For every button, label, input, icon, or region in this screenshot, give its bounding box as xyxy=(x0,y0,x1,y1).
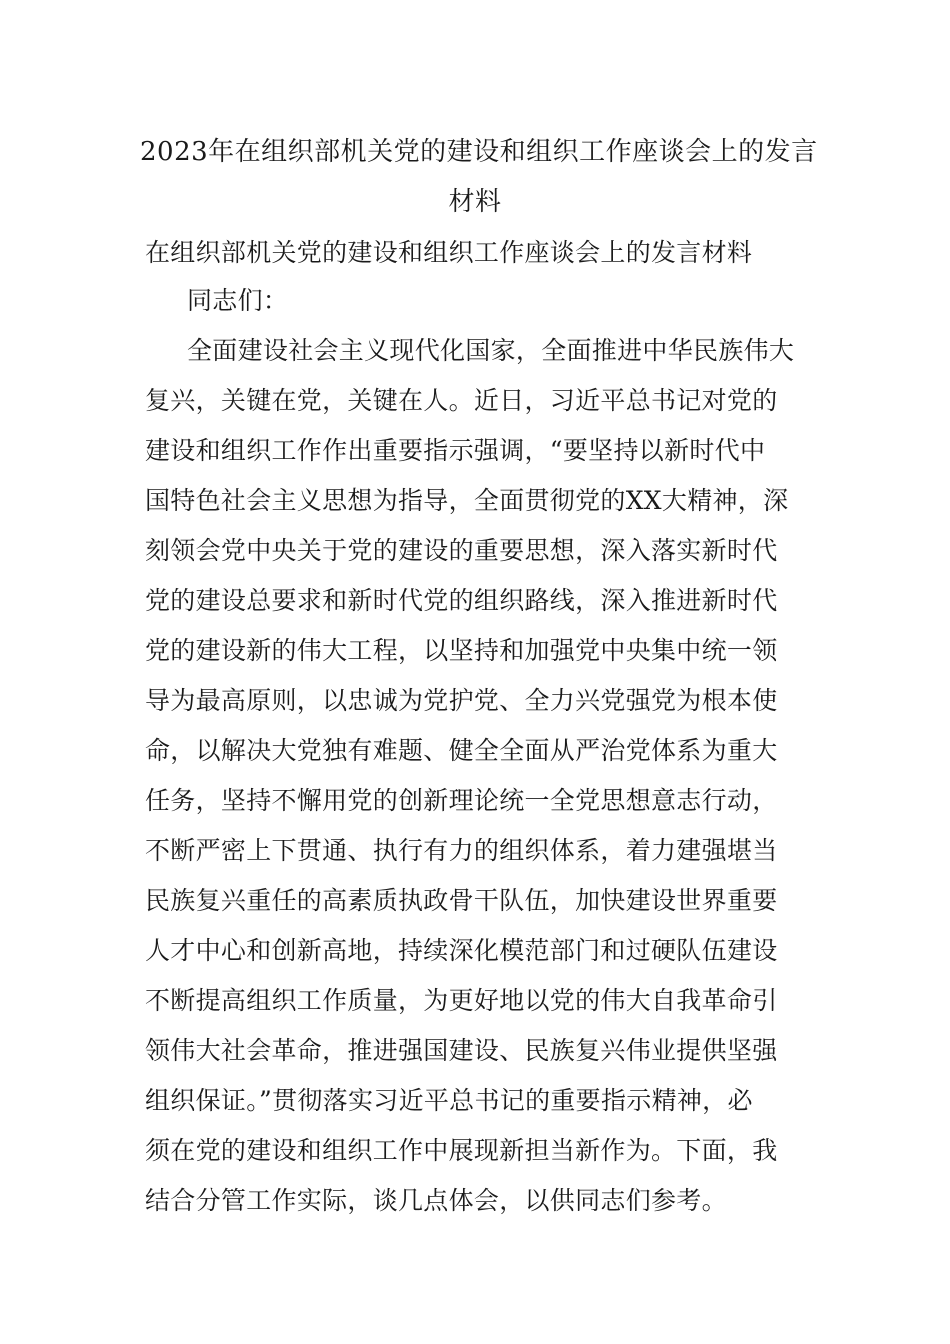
body-line: 任务，坚持不懈用党的创新理论统一全党思想意志行动， xyxy=(145,786,778,815)
body-line: 不断严密上下贯通、执行有力的组织体系，着力建强堪当 xyxy=(145,836,778,865)
body-line: 导为最高原则，以忠诚为党护党、全力兴党强党为根本使 xyxy=(145,686,778,715)
body-line: 结合分管工作实际，谈几点体会，以供同志们参考。 xyxy=(145,1186,727,1215)
body-line: 全面建设社会主义现代化国家，全面推进中华民族伟大 xyxy=(187,336,795,365)
body-line: 建设和组织工作作出重要指示强调，“要坚持以新时代中 xyxy=(145,436,766,465)
body-line: 组织保证。”贯彻落实习近平总书记的重要指示精神，必 xyxy=(145,1086,753,1115)
document-title-line-2: 材料 xyxy=(448,187,502,217)
body-line: 领伟大社会革命，推进强国建设、民族复兴伟业提供坚强 xyxy=(145,1036,778,1065)
body-line: 复兴，关键在党，关键在人。近日，习近平总书记对党的 xyxy=(145,386,778,415)
salutation: 同志们： xyxy=(187,286,289,315)
body-line: 党的建设总要求和新时代党的组织路线，深入推进新时代 xyxy=(145,586,778,615)
document-subtitle: 在组织部机关党的建设和组织工作座谈会上的发言材料 xyxy=(145,238,753,267)
body-line: 须在党的建设和组织工作中展现新担当新作为。下面，我 xyxy=(145,1136,778,1165)
body-line: 刻领会党中央关于党的建设的重要思想，深入落实新时代 xyxy=(145,536,778,565)
document-title-line-1: 2023年在组织部机关党的建设和组织工作座谈会上的发言 xyxy=(140,137,818,167)
body-line: 民族复兴重任的高素质执政骨干队伍，加快建设世界重要 xyxy=(145,886,778,915)
body-line: 不断提高组织工作质量，为更好地以党的伟大自我革命引 xyxy=(145,986,778,1015)
body-line: 人才中心和创新高地，持续深化模范部门和过硬队伍建设 xyxy=(145,936,778,965)
body-line: 命，以解决大党独有难题、健全全面从严治党体系为重大 xyxy=(145,736,778,765)
body-line: 党的建设新的伟大工程，以坚持和加强党中央集中统一领 xyxy=(145,636,778,665)
body-line: 国特色社会主义思想为指导，全面贯彻党的XX大精神，深 xyxy=(145,486,789,515)
